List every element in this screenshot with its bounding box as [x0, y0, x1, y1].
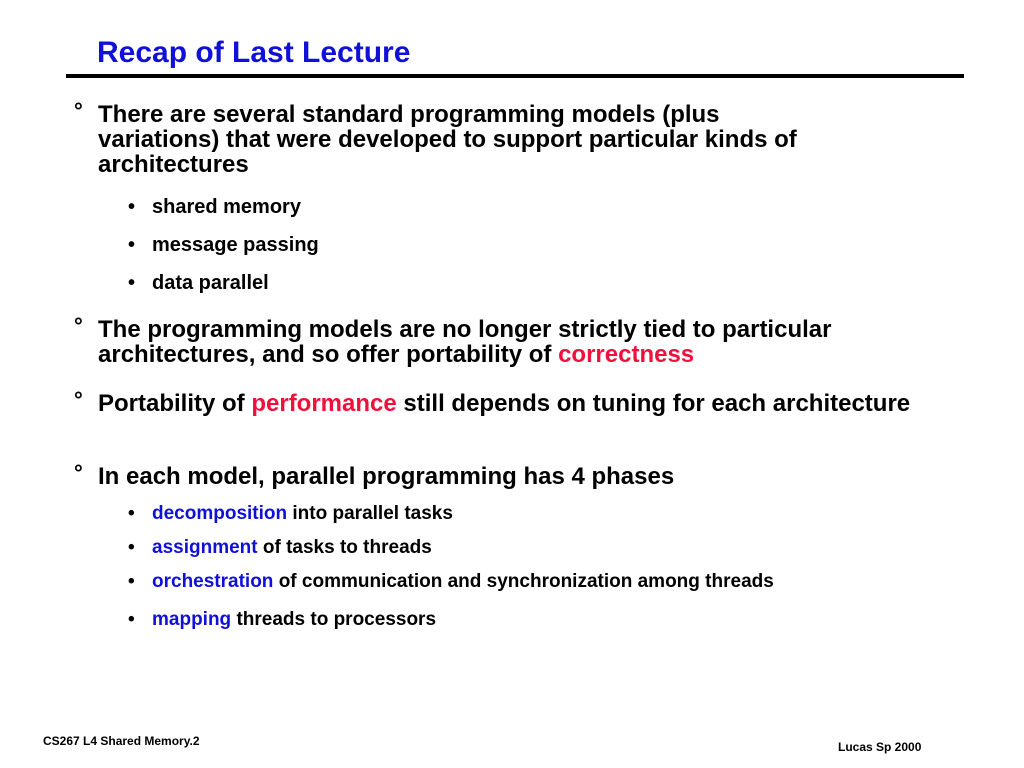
bullet-item-1 — [74, 98, 954, 178]
sub-bullet-text: data parallel — [152, 272, 269, 294]
sub-bullet-text: shared memory — [152, 196, 301, 218]
sub-bullet-text: into parallel tasks — [287, 503, 453, 524]
sub-bullet-mapping — [128, 608, 436, 632]
bullet-line: There are several standard programming models (plus — [98, 101, 720, 128]
degree-bullet-icon: ° — [74, 460, 83, 485]
degree-bullet-icon: ° — [74, 387, 83, 412]
sub-bullet-message-passing — [128, 233, 319, 257]
dot-bullet-icon: • — [128, 609, 135, 630]
bullet-line: variations) that were developed to support particular kinds of — [98, 126, 797, 153]
degree-bullet-icon: ° — [74, 313, 83, 338]
slide-title: Recap of Last Lecture — [97, 36, 411, 69]
bullet-line: architectures — [98, 151, 249, 178]
bullet-text-plain: Portability of — [98, 390, 252, 417]
dot-bullet-icon: • — [128, 571, 135, 592]
bullet-text-plain: The programming models are no longer strictly tied to particular architectures, and so offer portability of — [98, 316, 832, 368]
sub-bullet-data-parallel — [128, 271, 269, 295]
sub-bullet-text: of communication and synchronization among threads — [273, 571, 774, 592]
bullet-item-3 — [74, 387, 924, 417]
dot-bullet-icon: • — [128, 537, 135, 558]
dot-bullet-icon: • — [128, 196, 136, 218]
dot-bullet-icon: • — [128, 234, 136, 256]
dot-bullet-icon: • — [128, 503, 135, 524]
sub-bullet-orchestration — [128, 570, 774, 594]
bullet-item-2 — [74, 313, 949, 368]
footer-course-label: CS267 L4 Shared Memory.2 — [43, 734, 200, 748]
sub-bullet-text: threads to processors — [231, 609, 437, 630]
sub-bullet-shared-memory — [128, 195, 301, 219]
bullet-text — [98, 102, 954, 177]
highlight-performance: performance — [251, 390, 397, 417]
term-orchestration: orchestration — [152, 571, 274, 592]
bullet-text — [98, 391, 924, 416]
sub-bullet-text: of tasks to threads — [257, 537, 432, 558]
dot-bullet-icon: • — [128, 272, 136, 294]
sub-bullet-assignment — [128, 536, 432, 560]
bullet-item-4 — [74, 460, 954, 490]
degree-bullet-icon: ° — [74, 98, 83, 123]
bullet-text-plain: still depends on tuning for each architecture — [396, 390, 911, 417]
title-rule — [66, 74, 964, 78]
term-mapping: mapping — [152, 609, 232, 630]
bullet-text — [98, 317, 949, 367]
footer-author-label: Lucas Sp 2000 — [838, 740, 922, 754]
sub-bullet-decomposition — [128, 502, 453, 526]
sub-bullet-text: message passing — [152, 234, 319, 256]
highlight-correctness: correctness — [558, 341, 695, 368]
term-assignment: assignment — [152, 537, 258, 558]
bullet-text: In each model, parallel programming has 4 phases — [98, 463, 675, 490]
term-decomposition: decomposition — [152, 503, 288, 524]
